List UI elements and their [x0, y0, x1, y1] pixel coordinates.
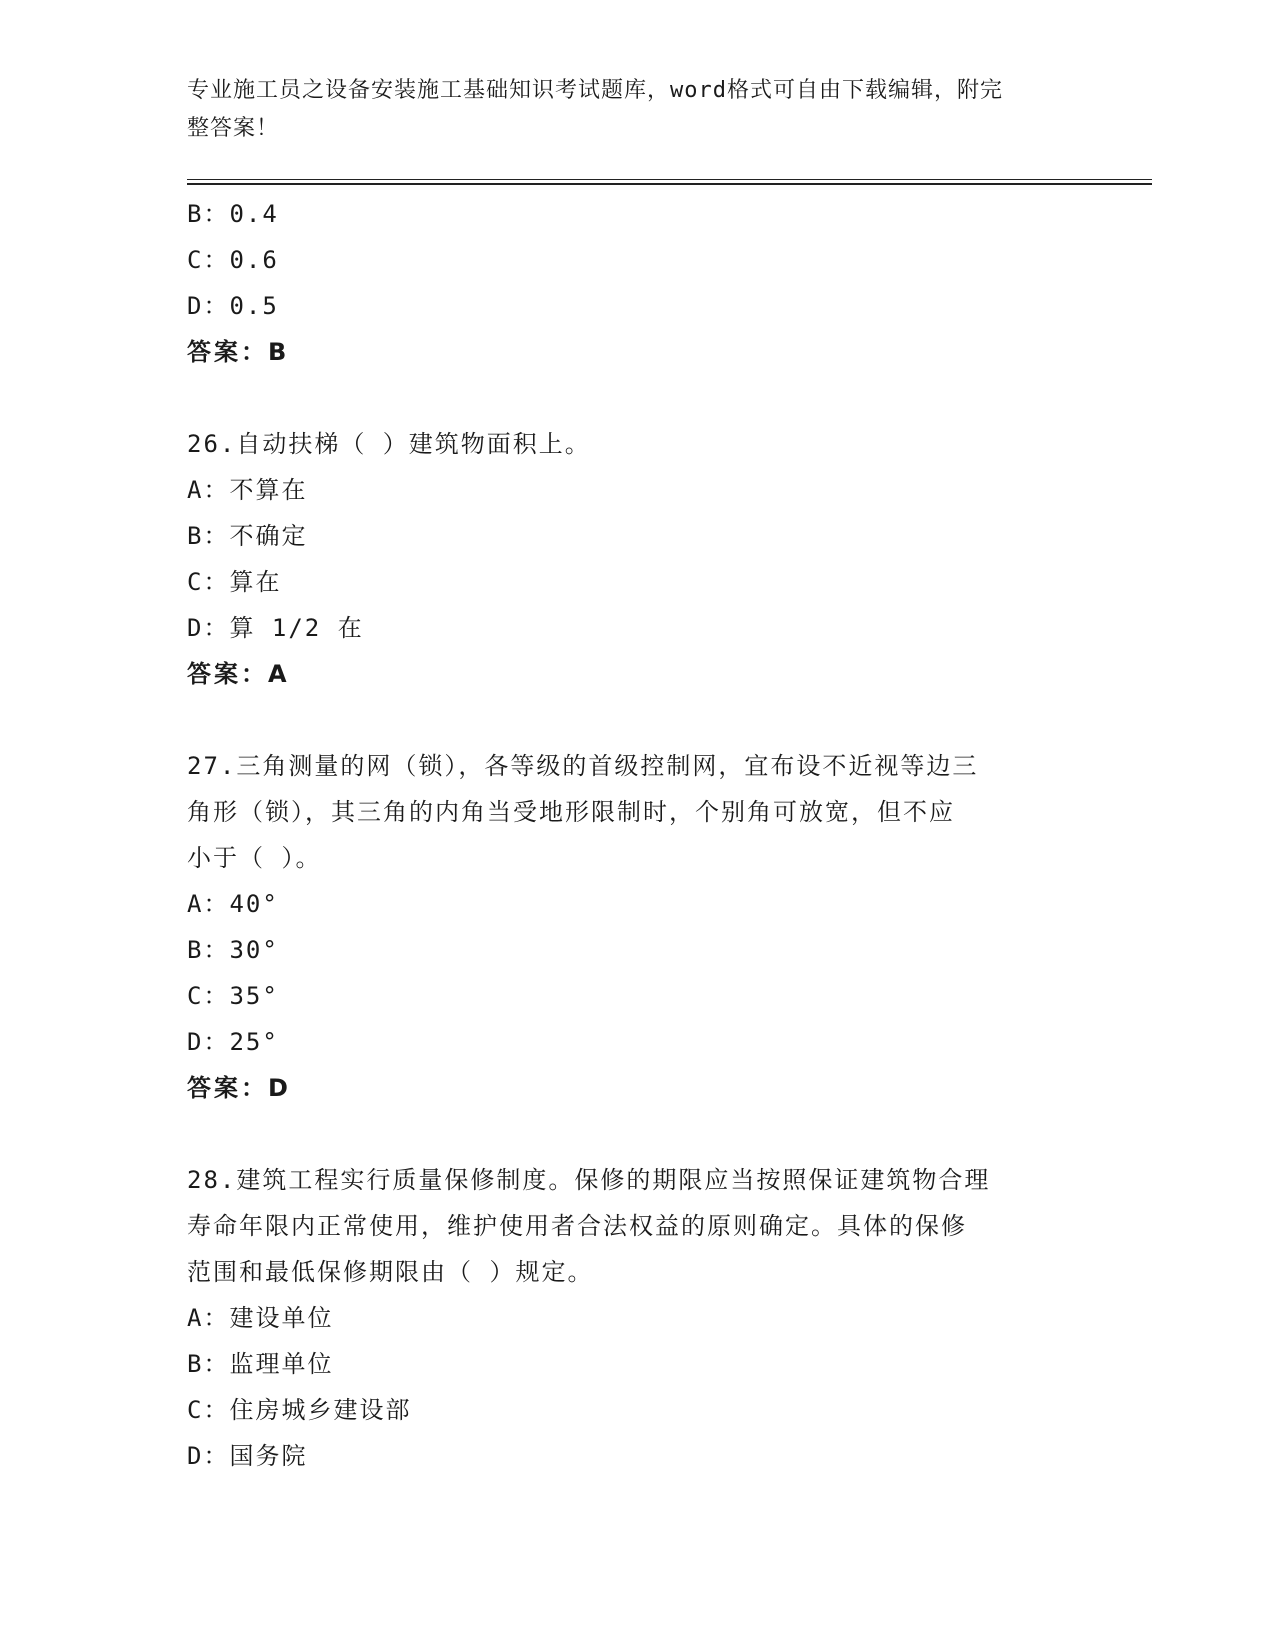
question-28: [187, 1157, 1087, 1479]
option-c: C：算在: [187, 568, 282, 596]
option-c: C：35°: [187, 982, 279, 1010]
option-a: A：不算在: [187, 476, 308, 504]
question-27: [187, 743, 1087, 1111]
spacer: [187, 697, 1087, 743]
option-d: D：0.5: [187, 292, 279, 320]
question-stem-line-2: 角形（锁），其三角的内角当受地形限制时，个别角可放宽，但不应: [187, 798, 955, 826]
option-b: B：30°: [187, 936, 279, 964]
option-b: B：0.4: [187, 200, 279, 228]
answer-line: 答案：B: [187, 338, 290, 366]
option-a: A：40°: [187, 890, 279, 918]
option-a: A：建设单位: [187, 1304, 334, 1332]
option-c: C：住房城乡建设部: [187, 1396, 412, 1424]
option-b: B：不确定: [187, 522, 308, 550]
question-list: [187, 191, 1087, 1479]
question-stem-line-1: 28.建筑工程实行质量保修制度。保修的期限应当按照保证建筑物合理: [187, 1166, 991, 1194]
question-stem-line-3: 范围和最低保修期限由（ ）规定。: [187, 1258, 594, 1286]
question-25-continuation: [187, 191, 1087, 375]
option-d: D：25°: [187, 1028, 279, 1056]
header-divider-thin: [187, 179, 1152, 180]
spacer: [187, 1111, 1087, 1157]
question-stem-line-2: 寿命年限内正常使用，维护使用者合法权益的原则确定。具体的保修: [187, 1212, 967, 1240]
option-c: C：0.6: [187, 246, 279, 274]
question-stem: 26.自动扶梯（ ）建筑物面积上。: [187, 430, 591, 458]
answer-line: 答案：D: [187, 1074, 291, 1102]
spacer: [187, 375, 1087, 421]
document-header: [187, 72, 1067, 148]
option-b: B：监理单位: [187, 1350, 334, 1378]
answer-line: 答案：A: [187, 660, 290, 688]
question-stem-line-3: 小于（ ）。: [187, 844, 322, 872]
question-26: [187, 421, 1087, 697]
header-title-line-1: 专业施工员之设备安装施工基础知识考试题库，word格式可自由下载编辑，附完: [187, 78, 1003, 103]
option-d: D：国务院: [187, 1442, 308, 1470]
option-d: D：算 1/2 在: [187, 614, 364, 642]
question-stem-line-1: 27.三角测量的网（锁），各等级的首级控制网，宜布设不近视等边三: [187, 752, 979, 780]
header-divider-thick: [187, 183, 1152, 185]
header-title-line-2: 整答案！: [187, 116, 280, 141]
